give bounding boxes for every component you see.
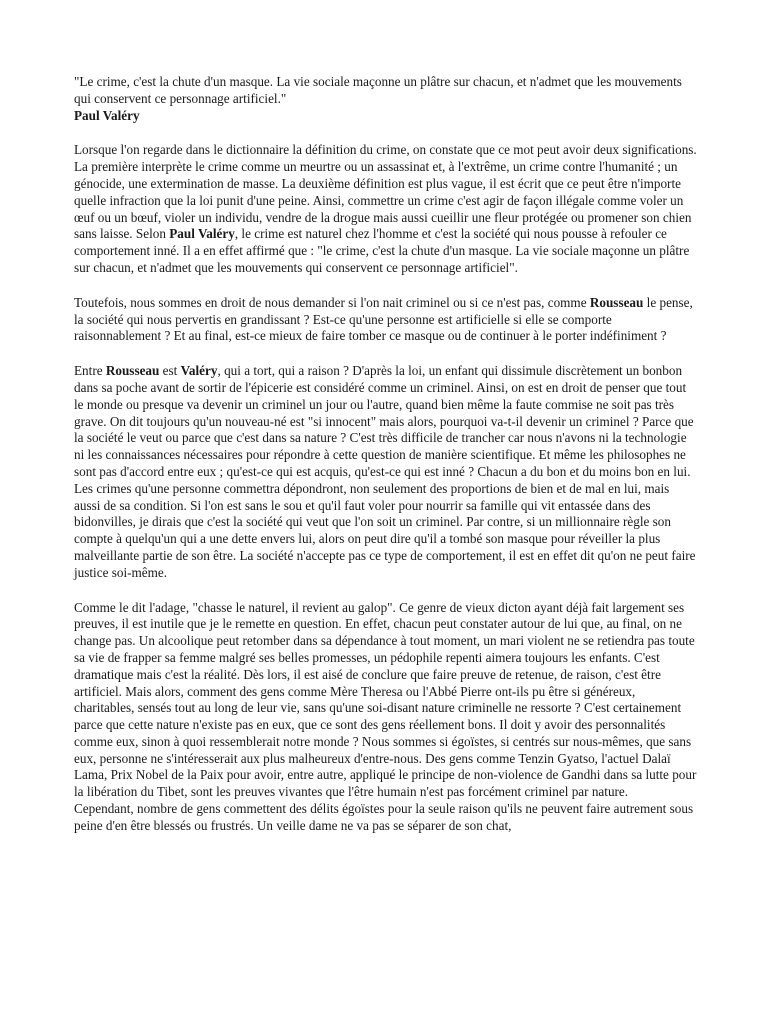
author-name-rousseau: Rousseau [589,294,644,310]
paragraph-text: Entre [74,363,106,379]
paragraph-text: , qui a tort, qui a raison ? D'après la loi, un enfant qui dissimule discrètement un bonbon dans sa poche avant de sortir de l'épicerie est considéré comme un criminel. Ainsi, on est en droit de penser que tout le monde ou presque va devenir un criminel un jour ou l'autre, quand bien même la faute commise ne soit pas très grave. On dit toujours qu'un nouveau-né est "si innocent" mais alors, pourquoi va-t-il devenir un criminel ? Parce que la société le veut ou parce que c'est dans sa nature ? C'est très difficile de trancher car nous n'avons ni la technologie ni les connaissances nécessaires pour répondre à cette question de manière scientifique. Et même les philosophes ne sont pas d'accord entre eux ; qu'est-ce qui est acquis, qu'est-ce qui est inné ? Chacun a du bon et du moins bon en lui. Les crimes qu'une personne commettra dépondront, non seulement des proportions de bien et de mal en lui, mais aussi de sa condition. Si l'on est sans le sou et qu'il faut voler pour nourrir sa famille qui vit entassée dans des bidonvilles, je dirais que c'est la société qui veut que l'on soit un criminel. Par contre, si un millionnaire règle son compte à quelqu'un qui a une dette envers lui, alors on peut dire qu'il a tombé son masque pour réveiller la plus malveillante partie de son être. La société n'accepte pas ce type de comportement, il est en effet dit qu'on ne peut faire justice soi-même. [74,363,696,580]
author-name-valery: Valéry [180,363,218,379]
paragraph-text: est [159,363,181,379]
paragraph-definition [74,142,698,276]
epigraph-author: Paul Valéry [74,107,140,123]
paragraph-cependant: Cependant, nombre de gens commettent des délits égoïstes pour la seule raison qu'ils ne peuvent faire autrement sous peine d'en être blessés ou frustrés. Un veille dame ne va pas se séparer de son chat, [74,801,694,833]
paragraph-text: Lorsque l'on regarde dans le dictionnaire la définition du crime, on constate que ce mot peut avoir deux significations. La première interprète le crime comme un meurtre ou un assassinat et, à l'extrême, un crime contre l'humanité ; un génocide, une extermination de masse. La deuxième définition est plus vague, il est écrit que ce peut être n'importe quelle infraction que la loi punit d'une peine. Ainsi, commettre un crime c'est agir de façon illégale comme voler un œuf ou un bœuf, violer un individu, vendre de la drogue mais aussi cueillir une fleur protégée ou promener son chien sans laisse. Selon [74,142,697,242]
paragraph-question [74,295,698,345]
paragraph-text: le pense, la société qui nous pervertis en grandissant ? Est-ce qu'une personne est artificielle si elle se comporte raisonnablement ? Et au final, est-ce mieux de faire tomber ce masque ou de continuer à le porter indéfiniment ? [74,294,693,344]
document-page [74,74,698,835]
paragraph-text: , le crime est naturel chez l'homme et c'est la société qui nous pousse à refouler ce comportement inné. Il a en effet affirmé que : "le crime, c'est la chute d'un masque. La vie sociale maçonne un plâtre sur chacun, et n'admet que les mouvements qui conservent ce personnage artificiel". [74,226,690,275]
paragraph-rousseau-valery [74,363,698,581]
paragraph-adage: Comme le dit l'adage, "chasse le naturel, il revient au galop". Ce genre de vieux dicton ayant déjà fait largement ses preuves, il est inutile que je le remette en question. En effet, chacun peut constater autour de lui que, au final, on ne change pas. Un alcoolique peut retomber dans sa dépendance à tout moment, un mari violent ne se retiendra pas toute sa vie de frapper sa femme malgré ses belles promesses, un pédophile repenti aimera toujours les enfants. C'est dramatique mais c'est la réalité. Dès lors, il est aisé de conclure que faire preuve de retenue, de raison, c'est être artificiel. Mais alors, comment des gens comme Mère Theresa ou l'Abbé Pierre ont-ils pu être si généreux, charitables, sensés tout au long de leur vie, sans qu'une soi-disant nature criminelle ne ressorte ? C'est certainement parce que cette nature n'existe pas en eux, que ce sont des gens réellement bons. Il doit y avoir des personnalités comme eux, sinon à quoi ressemblerait notre monde ? Nous sommes si égoïstes, si centrés sur nous-mêmes, que sans eux, personne ne s'intéresserait aux plus malheureux d'entre-nous. Des gens comme Tenzin Gyatso, l'actuel Dalaï Lama, Prix Nobel de la Paix pour avoir, entre autre, appliqué le principe de non-violence de Gandhi dans sa lutte pour la libération du Tibet, sont les preuves vivantes que l'être humain n'est pas forcément criminel par nature. [74,599,697,800]
author-name-valery: Paul Valéry [169,226,235,242]
author-name-rousseau: Rousseau [105,363,160,379]
paragraph-text: Toutefois, nous sommes en droit de nous demander si l'on nait criminel ou si ce n'est pas, comme [74,294,590,310]
epigraph-quote: "Le crime, c'est la chute d'un masque. La vie sociale maçonne un plâtre sur chacun, et n'admet que les mouvements qui conservent ce personnage artificiel." [74,74,682,106]
